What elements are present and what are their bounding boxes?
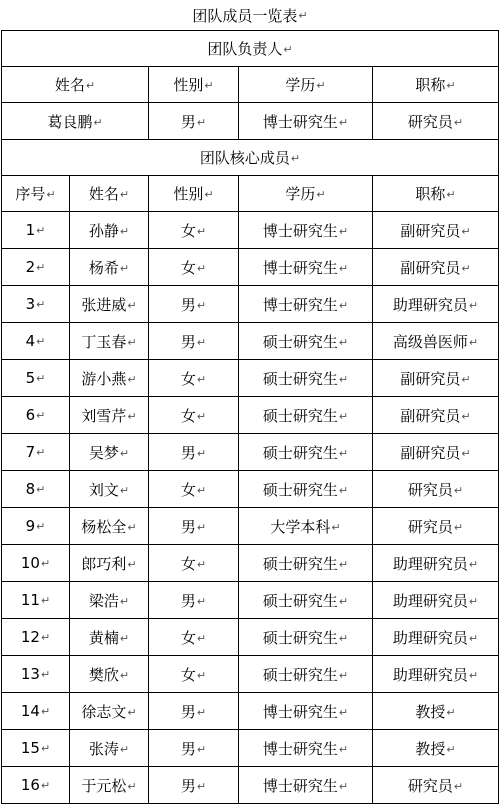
paragraph-mark-icon: ↵ bbox=[196, 446, 207, 460]
paragraph-mark-icon: ↵ bbox=[36, 335, 46, 348]
paragraph-mark-icon: ↵ bbox=[127, 372, 137, 386]
member-education-cell: 大学本科↵ bbox=[239, 508, 373, 545]
paragraph-mark-icon: ↵ bbox=[36, 409, 46, 422]
paragraph-mark-icon: ↵ bbox=[338, 705, 349, 719]
paragraph-mark-icon: ↵ bbox=[204, 79, 214, 92]
leader-row bbox=[2, 103, 499, 140]
paragraph-mark-icon: ↵ bbox=[338, 298, 349, 312]
table-row bbox=[2, 212, 499, 249]
table-row bbox=[2, 397, 499, 434]
table-row bbox=[2, 360, 499, 397]
member-name-cell: 杨松全↵ bbox=[70, 508, 149, 545]
paragraph-mark-icon: ↵ bbox=[40, 631, 51, 644]
member-education-cell: 硕士研究生↵ bbox=[239, 582, 373, 619]
paragraph-mark-icon: ↵ bbox=[338, 372, 349, 386]
member-education-cell: 博士研究生↵ bbox=[239, 286, 373, 323]
member-name-cell: 徐志文↵ bbox=[70, 693, 149, 730]
paragraph-mark-icon: ↵ bbox=[283, 43, 293, 56]
paragraph-mark-icon: ↵ bbox=[338, 446, 349, 460]
table-row bbox=[2, 545, 499, 582]
member-name-cell: 丁玉春↵ bbox=[70, 323, 149, 360]
member-education-cell: 硕士研究生↵ bbox=[239, 471, 373, 508]
member-title-cell: 助理研究员↵ bbox=[373, 582, 499, 619]
member-education-cell: 硕士研究生↵ bbox=[239, 656, 373, 693]
paragraph-mark-icon: ↵ bbox=[196, 520, 207, 534]
team-members-table bbox=[1, 30, 499, 804]
member-title-cell: 副研究员↵ bbox=[373, 212, 499, 249]
paragraph-mark-icon: ↵ bbox=[446, 79, 456, 92]
member-gender-cell: 男↵ bbox=[149, 323, 239, 360]
paragraph-mark-icon: ↵ bbox=[36, 224, 46, 237]
member-name-cell: 郎巧利↵ bbox=[70, 545, 149, 582]
member-index-cell: 5↵ bbox=[2, 360, 70, 397]
leader-header-row bbox=[2, 67, 499, 103]
paragraph-mark-icon: ↵ bbox=[40, 557, 51, 570]
table-row bbox=[2, 286, 499, 323]
paragraph-mark-icon: ↵ bbox=[453, 779, 464, 793]
leader-header-gender: 性别↵ bbox=[149, 67, 239, 103]
member-title-cell: 助理研究员↵ bbox=[373, 545, 499, 582]
paragraph-mark-icon: ↵ bbox=[468, 594, 479, 608]
paragraph-mark-icon: ↵ bbox=[446, 742, 456, 756]
paragraph-mark-icon: ↵ bbox=[461, 372, 471, 386]
paragraph-mark-icon: ↵ bbox=[119, 594, 130, 608]
member-name-cell: 游小燕↵ bbox=[70, 360, 149, 397]
member-gender-cell: 女↵ bbox=[149, 212, 239, 249]
member-name-cell: 黄楠↵ bbox=[70, 619, 149, 656]
member-gender-cell: 男↵ bbox=[149, 582, 239, 619]
paragraph-mark-icon: ↵ bbox=[119, 188, 130, 201]
table-row bbox=[2, 656, 499, 693]
member-index-cell: 12↵ bbox=[2, 619, 70, 656]
member-gender-cell: 男↵ bbox=[149, 693, 239, 730]
paragraph-mark-icon: ↵ bbox=[196, 557, 207, 571]
paragraph-mark-icon: ↵ bbox=[196, 668, 207, 682]
leader-education-cell: 博士研究生↵ bbox=[239, 103, 373, 140]
member-education-cell: 博士研究生↵ bbox=[239, 730, 373, 767]
paragraph-mark-icon: ↵ bbox=[127, 335, 137, 349]
paragraph-mark-icon: ↵ bbox=[338, 261, 349, 275]
leader-header-education: 学历↵ bbox=[239, 67, 373, 103]
paragraph-mark-icon: ↵ bbox=[36, 446, 46, 459]
member-education-cell: 硕士研究生↵ bbox=[239, 360, 373, 397]
member-name-cell: 孙静↵ bbox=[70, 212, 149, 249]
member-gender-cell: 男↵ bbox=[149, 767, 239, 804]
member-education-cell: 博士研究生↵ bbox=[239, 212, 373, 249]
member-index-cell: 3↵ bbox=[2, 286, 70, 323]
member-index-cell: 8↵ bbox=[2, 471, 70, 508]
member-title-cell: 副研究员↵ bbox=[373, 397, 499, 434]
paragraph-mark-icon: ↵ bbox=[85, 79, 96, 92]
paragraph-mark-icon: ↵ bbox=[40, 742, 51, 755]
member-title-cell: 高级兽医师↵ bbox=[373, 323, 499, 360]
paragraph-mark-icon: ↵ bbox=[468, 557, 479, 571]
member-title-cell: 研究员↵ bbox=[373, 767, 499, 804]
table-row bbox=[2, 434, 499, 471]
paragraph-mark-icon: ↵ bbox=[119, 224, 130, 238]
core-section-heading: 团队核心成员↵ bbox=[2, 140, 499, 176]
member-gender-cell: 女↵ bbox=[149, 397, 239, 434]
member-title-cell: 副研究员↵ bbox=[373, 249, 499, 286]
paragraph-mark-icon: ↵ bbox=[36, 298, 46, 311]
table-row bbox=[2, 249, 499, 286]
paragraph-mark-icon: ↵ bbox=[119, 483, 130, 497]
paragraph-mark-icon: ↵ bbox=[338, 224, 349, 238]
member-education-cell: 硕士研究生↵ bbox=[239, 545, 373, 582]
member-gender-cell: 女↵ bbox=[149, 471, 239, 508]
paragraph-mark-icon: ↵ bbox=[331, 520, 341, 534]
paragraph-mark-icon: ↵ bbox=[196, 483, 207, 497]
paragraph-mark-icon: ↵ bbox=[127, 298, 137, 312]
table-row bbox=[2, 508, 499, 545]
paragraph-mark-icon: ↵ bbox=[338, 409, 349, 423]
table-row bbox=[2, 323, 499, 360]
paragraph-mark-icon: ↵ bbox=[468, 631, 479, 645]
member-index-cell: 4↵ bbox=[2, 323, 70, 360]
leader-title-cell: 研究员↵ bbox=[373, 103, 499, 140]
core-header-education: 学历↵ bbox=[239, 176, 373, 212]
member-index-cell: 6↵ bbox=[2, 397, 70, 434]
member-title-cell: 副研究员↵ bbox=[373, 360, 499, 397]
paragraph-mark-icon: ↵ bbox=[119, 668, 130, 682]
core-header-gender: 性别↵ bbox=[149, 176, 239, 212]
paragraph-mark-icon: ↵ bbox=[196, 372, 207, 386]
paragraph-mark-icon: ↵ bbox=[46, 188, 56, 201]
paragraph-mark-icon: ↵ bbox=[119, 631, 130, 645]
core-header-index: 序号↵ bbox=[2, 176, 70, 212]
paragraph-mark-icon: ↵ bbox=[40, 705, 51, 718]
leader-header-title: 职称↵ bbox=[373, 67, 499, 103]
paragraph-mark-icon: ↵ bbox=[338, 779, 349, 793]
table-row bbox=[2, 619, 499, 656]
document-title-text: 团队成员一览表 bbox=[192, 6, 298, 25]
paragraph-mark-icon: ↵ bbox=[338, 483, 349, 497]
member-gender-cell: 女↵ bbox=[149, 249, 239, 286]
leader-gender-cell: 男↵ bbox=[149, 103, 239, 140]
member-name-cell: 张涛↵ bbox=[70, 730, 149, 767]
paragraph-mark-icon: ↵ bbox=[338, 557, 349, 571]
member-index-cell: 10↵ bbox=[2, 545, 70, 582]
member-gender-cell: 男↵ bbox=[149, 730, 239, 767]
paragraph-mark-icon: ↵ bbox=[93, 115, 103, 129]
member-title-cell: 研究员↵ bbox=[373, 471, 499, 508]
member-education-cell: 硕士研究生↵ bbox=[239, 434, 373, 471]
core-header-name: 姓名↵ bbox=[70, 176, 149, 212]
member-education-cell: 博士研究生↵ bbox=[239, 249, 373, 286]
paragraph-mark-icon: ↵ bbox=[338, 668, 349, 682]
paragraph-mark-icon: ↵ bbox=[196, 779, 207, 793]
paragraph-mark-icon: ↵ bbox=[196, 261, 207, 275]
table-row bbox=[2, 471, 499, 508]
member-name-cell: 吴梦↵ bbox=[70, 434, 149, 471]
member-name-cell: 樊欣↵ bbox=[70, 656, 149, 693]
paragraph-mark-icon: ↵ bbox=[40, 668, 51, 681]
paragraph-mark-icon: ↵ bbox=[36, 372, 46, 385]
member-gender-cell: 男↵ bbox=[149, 434, 239, 471]
member-education-cell: 博士研究生↵ bbox=[239, 767, 373, 804]
member-name-cell: 杨希↵ bbox=[70, 249, 149, 286]
paragraph-mark-icon: ↵ bbox=[127, 409, 137, 423]
paragraph-mark-icon: ↵ bbox=[36, 520, 46, 533]
paragraph-mark-icon: ↵ bbox=[338, 742, 349, 756]
paragraph-mark-icon: ↵ bbox=[196, 224, 207, 238]
member-gender-cell: 女↵ bbox=[149, 545, 239, 582]
paragraph-mark-icon: ↵ bbox=[468, 668, 479, 682]
paragraph-mark-icon: ↵ bbox=[196, 335, 207, 349]
paragraph-mark-icon: ↵ bbox=[127, 557, 137, 571]
member-title-cell: 副研究员↵ bbox=[373, 434, 499, 471]
paragraph-mark-icon: ↵ bbox=[196, 409, 207, 423]
table-row bbox=[2, 693, 499, 730]
paragraph-mark-icon: ↵ bbox=[290, 152, 301, 165]
paragraph-mark-icon: ↵ bbox=[119, 742, 130, 756]
paragraph-mark-icon: ↵ bbox=[316, 188, 326, 201]
paragraph-mark-icon: ↵ bbox=[453, 483, 464, 497]
leader-section-heading-row bbox=[2, 31, 499, 67]
member-gender-cell: 男↵ bbox=[149, 286, 239, 323]
document-title bbox=[0, 0, 500, 30]
member-title-cell: 助理研究员↵ bbox=[373, 619, 499, 656]
paragraph-mark-icon: ↵ bbox=[446, 188, 456, 201]
member-index-cell: 15↵ bbox=[2, 730, 70, 767]
paragraph-mark-icon: ↵ bbox=[119, 261, 130, 275]
core-header-row bbox=[2, 176, 499, 212]
paragraph-mark-icon: ↵ bbox=[40, 779, 51, 792]
paragraph-mark-icon: ↵ bbox=[468, 335, 479, 349]
member-index-cell: 13↵ bbox=[2, 656, 70, 693]
paragraph-mark-icon: ↵ bbox=[338, 631, 349, 645]
member-gender-cell: 女↵ bbox=[149, 656, 239, 693]
paragraph-mark-icon: ↵ bbox=[338, 594, 349, 608]
core-section-heading-row bbox=[2, 140, 499, 176]
member-education-cell: 硕士研究生↵ bbox=[239, 397, 373, 434]
member-title-cell: 助理研究员↵ bbox=[373, 656, 499, 693]
paragraph-mark-icon: ↵ bbox=[40, 594, 51, 607]
paragraph-mark-icon: ↵ bbox=[461, 409, 471, 423]
member-title-cell: 助理研究员↵ bbox=[373, 286, 499, 323]
member-education-cell: 博士研究生↵ bbox=[239, 693, 373, 730]
paragraph-mark-icon: ↵ bbox=[127, 520, 137, 534]
paragraph-mark-icon: ↵ bbox=[196, 594, 207, 608]
leader-name-cell: 葛良鹏↵ bbox=[2, 103, 149, 140]
paragraph-mark-icon: ↵ bbox=[196, 631, 207, 645]
member-index-cell: 7↵ bbox=[2, 434, 70, 471]
paragraph-mark-icon: ↵ bbox=[461, 261, 471, 275]
member-gender-cell: 男↵ bbox=[149, 508, 239, 545]
member-education-cell: 硕士研究生↵ bbox=[239, 323, 373, 360]
table-row bbox=[2, 767, 499, 804]
paragraph-mark-icon: ↵ bbox=[196, 298, 207, 312]
paragraph-mark-icon: ↵ bbox=[196, 742, 207, 756]
member-title-cell: 教授↵ bbox=[373, 693, 499, 730]
paragraph-mark-icon: ↵ bbox=[36, 483, 46, 496]
member-gender-cell: 女↵ bbox=[149, 360, 239, 397]
paragraph-mark-icon: ↵ bbox=[196, 705, 207, 719]
member-title-cell: 研究员↵ bbox=[373, 508, 499, 545]
member-index-cell: 11↵ bbox=[2, 582, 70, 619]
core-header-title: 职称↵ bbox=[373, 176, 499, 212]
paragraph-mark-icon: ↵ bbox=[338, 115, 349, 129]
paragraph-mark-icon: ↵ bbox=[204, 188, 214, 201]
member-index-cell: 9↵ bbox=[2, 508, 70, 545]
paragraph-mark-icon: ↵ bbox=[127, 779, 137, 793]
paragraph-mark-icon: ↵ bbox=[36, 261, 46, 274]
paragraph-mark-icon: ↵ bbox=[298, 8, 308, 22]
paragraph-mark-icon: ↵ bbox=[119, 446, 130, 460]
member-index-cell: 14↵ bbox=[2, 693, 70, 730]
paragraph-mark-icon: ↵ bbox=[196, 115, 207, 129]
paragraph-mark-icon: ↵ bbox=[468, 298, 479, 312]
paragraph-mark-icon: ↵ bbox=[316, 79, 326, 92]
member-index-cell: 2↵ bbox=[2, 249, 70, 286]
member-gender-cell: 女↵ bbox=[149, 619, 239, 656]
member-name-cell: 刘文↵ bbox=[70, 471, 149, 508]
member-index-cell: 16↵ bbox=[2, 767, 70, 804]
member-name-cell: 于元松↵ bbox=[70, 767, 149, 804]
member-name-cell: 梁浩↵ bbox=[70, 582, 149, 619]
table-row bbox=[2, 730, 499, 767]
leader-header-name: 姓名↵ bbox=[2, 67, 149, 103]
paragraph-mark-icon: ↵ bbox=[461, 224, 471, 238]
paragraph-mark-icon: ↵ bbox=[453, 115, 464, 129]
member-education-cell: 硕士研究生↵ bbox=[239, 619, 373, 656]
member-name-cell: 刘雪芹↵ bbox=[70, 397, 149, 434]
paragraph-mark-icon: ↵ bbox=[127, 705, 137, 719]
table-row bbox=[2, 582, 499, 619]
member-index-cell: 1↵ bbox=[2, 212, 70, 249]
paragraph-mark-icon: ↵ bbox=[453, 520, 464, 534]
leader-section-heading: 团队负责人↵ bbox=[2, 31, 499, 67]
paragraph-mark-icon: ↵ bbox=[461, 446, 471, 460]
member-title-cell: 教授↵ bbox=[373, 730, 499, 767]
paragraph-mark-icon: ↵ bbox=[446, 705, 456, 719]
member-name-cell: 张进威↵ bbox=[70, 286, 149, 323]
paragraph-mark-icon: ↵ bbox=[338, 335, 349, 349]
